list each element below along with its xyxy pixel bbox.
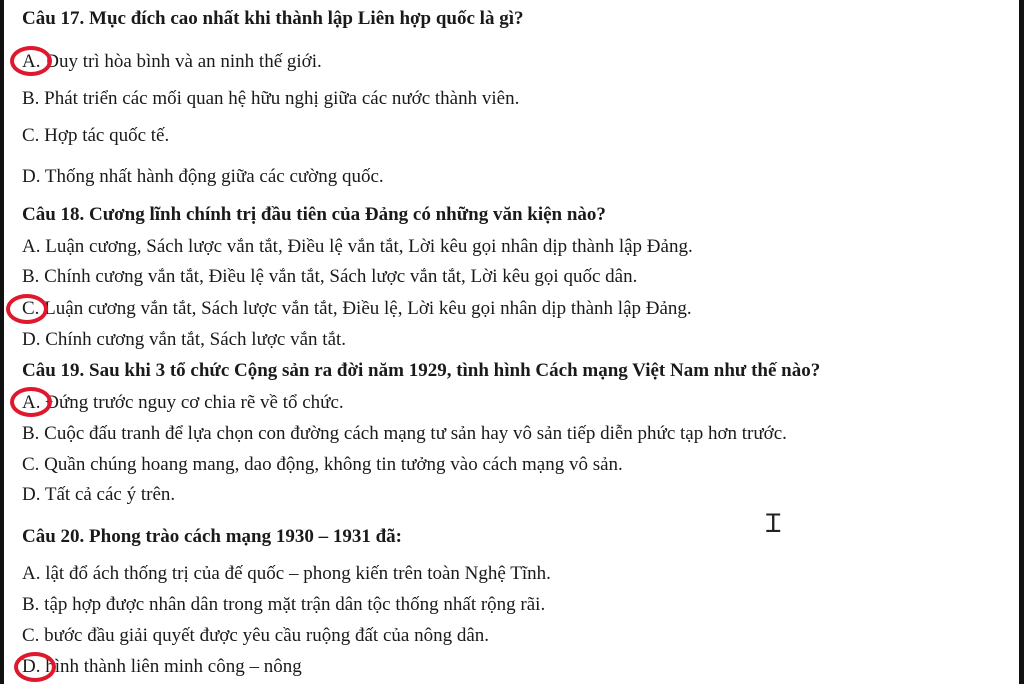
question-17-option-c[interactable]: C. Hợp tác quốc tế. [22,125,170,146]
question-20-option-a[interactable]: A. lật đổ ách thống trị của đế quốc – phong kiến trên toàn Nghệ Tĩnh. [22,563,551,584]
question-20-option-d[interactable]: D. hình thành liên minh công – nông [22,656,302,677]
question-20-option-c[interactable]: C. bước đầu giải quyết được yêu cầu ruộng đất của nông dân. [22,625,490,646]
question-19-title: Câu 19. Sau khi 3 tổ chức Cộng sản ra đời năm 1929, tình hình Cách mạng Việt Nam như thế nào? [22,360,821,381]
question-20-option-b[interactable]: B. tập hợp được nhân dân trong mặt trận dân tộc thống nhất rộng rãi. [22,594,546,615]
question-18-option-a[interactable]: A. Luận cương, Sách lược vắn tắt, Điều lệ vắn tắt, Lời kêu gọi nhân dịp thành lập Đảng. [22,236,693,257]
question-18-option-c[interactable]: C. Luận cương vắn tắt, Sách lược vắn tắt, Điều lệ, Lời kêu gọi nhân dịp thành lập Đảng. [22,298,692,319]
question-18-title: Câu 18. Cương lĩnh chính trị đầu tiên của Đảng có những văn kiện nào? [22,204,606,225]
question-17-title: Câu 17. Mục đích cao nhất khi thành lập Liên hợp quốc là gì? [22,8,524,29]
question-17-option-b[interactable]: B. Phát triển các mối quan hệ hữu nghị giữa các nước thành viên. [22,88,520,109]
question-19-option-b[interactable]: B. Cuộc đấu tranh để lựa chọn con đường cách mạng tư sản hay vô sản tiếp diễn phức tạp hơn trước. [22,423,787,444]
question-19-option-c[interactable]: C. Quần chúng hoang mang, dao động, không tin tưởng vào cách mạng vô sản. [22,454,623,475]
question-18-option-d[interactable]: D. Chính cương vắn tắt, Sách lược vắn tắt. [22,329,347,350]
question-18-option-b[interactable]: B. Chính cương vắn tắt, Điều lệ vắn tắt, Sách lược vắn tắt, Lời kêu gọi quốc dân. [22,266,638,287]
question-19-option-d[interactable]: D. Tất cả các ý trên. [22,484,176,505]
question-17-option-a[interactable]: A. Duy trì hòa bình và an ninh thế giới. [22,51,322,72]
question-17-option-d[interactable]: D. Thống nhất hành động giữa các cường quốc. [22,166,384,187]
text-cursor-icon: Ɪ [766,509,781,539]
question-20-title: Câu 20. Phong trào cách mạng 1930 – 1931 đã: [22,526,403,547]
question-19-option-a[interactable]: A. Đứng trước nguy cơ chia rẽ về tổ chức. [22,392,344,413]
